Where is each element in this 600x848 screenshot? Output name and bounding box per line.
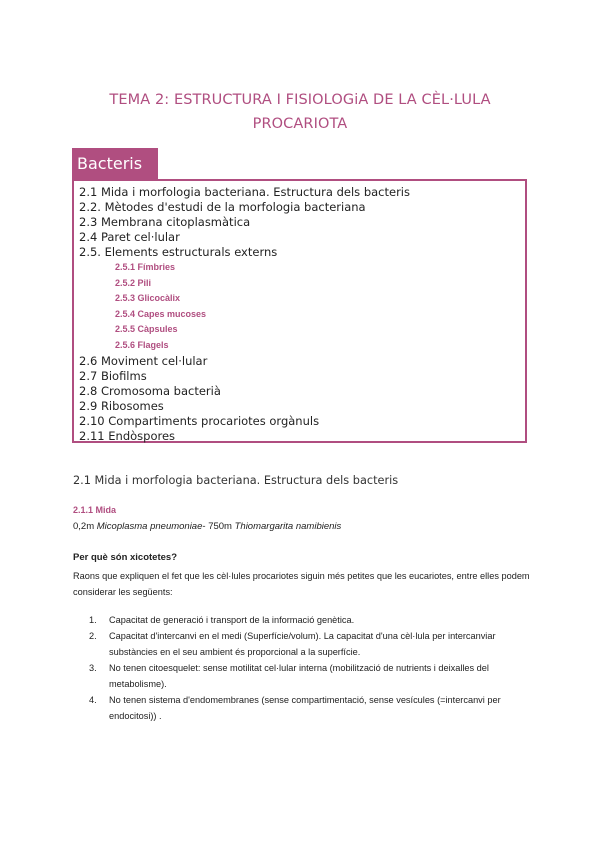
list-item-text: Capacitat d'intercanvi en el medi (Superfície/volum). La capacitat d'una cèl·lula per intercanviar substàncies en el seu ambient és proporcional a la superfície. <box>109 631 496 657</box>
toc-item: 2.2. Mètodes d'estudi de la morfologia bacteriana <box>79 200 366 214</box>
toc-item: 2.11 Endòspores <box>79 428 176 443</box>
list-item-text: No tenen citoesquelet: sense motilitat cel·lular interna (mobilització de nutrients i deixalles del metabolisme). <box>109 663 489 689</box>
list-number: 2. <box>89 631 97 641</box>
list-number: 1. <box>89 615 97 625</box>
size-separator: - 750m <box>202 521 235 532</box>
toc-subitem: 2.5.2 Pili <box>115 277 152 288</box>
list-item <box>73 660 533 692</box>
intro-paragraph: Raons que expliquen el fet que les cèl·lules procariotes siguin més petites que les eucariotes, entre elles podem considerar les següents: <box>73 571 530 597</box>
page-title-line-2: PROCARIOTA <box>252 116 348 132</box>
section-tab-bacteris: Bacteris <box>72 148 158 179</box>
table-of-contents <box>72 179 527 443</box>
subheading-mida: 2.1.1 Mida <box>73 505 117 515</box>
toc-subitem: 2.5.5 Càpsules <box>115 324 178 335</box>
list-number: 4. <box>89 695 97 705</box>
section-heading: 2.1 Mida i morfologia bacteriana. Estructura dels bacteris <box>73 474 399 487</box>
page-title-line-1: TEMA 2: ESTRUCTURA I FISIOLOGiA DE LA CÈL·LULA <box>109 92 491 108</box>
size-range-line <box>73 521 341 532</box>
list-item <box>73 628 533 660</box>
page-title <box>60 88 540 136</box>
list-item-text: No tenen sistema d'endomembranes (sense compartimentació, sense vesícules (=intercanvi per endocitosi)) . <box>109 695 501 721</box>
toc-item: 2.5. Elements estructurals externs <box>79 245 278 259</box>
toc-item: 2.1 Mida i morfologia bacteriana. Estructura dels bacteris <box>79 185 410 199</box>
toc-item: 2.9 Ribosomes <box>79 398 164 413</box>
reasons-list <box>73 612 533 724</box>
toc-item: 2.10 Compartiments procariotes orgànuls <box>79 413 320 428</box>
list-item <box>73 612 533 628</box>
toc-item: 2.7 Biofilms <box>79 368 147 383</box>
question-heading: Per què són xicotetes? <box>73 552 178 563</box>
toc-subitem: 2.5.1 Fímbries <box>115 262 176 272</box>
toc-subitem: 2.5.4 Capes mucoses <box>115 308 207 319</box>
toc-subitem: 2.5.3 Glicocàlix <box>115 293 181 304</box>
toc-item: 2.3 Membrana citoplasmàtica <box>79 215 251 229</box>
list-item-text: Capacitat de generació i transport de la informació genètica. <box>109 615 355 625</box>
size-min-species: Micoplasma pneumoniae <box>96 521 203 532</box>
size-max-species: Thiomargarita namibienis <box>234 521 342 532</box>
size-min-value: 0,2m <box>73 521 97 532</box>
list-item <box>73 692 533 724</box>
toc-subitem: 2.5.6 Flagels <box>115 339 169 350</box>
toc-item: 2.8 Cromosoma bacterià <box>79 383 221 398</box>
toc-item: 2.6 Moviment cel·lular <box>79 353 208 368</box>
list-number: 3. <box>89 663 97 673</box>
toc-item: 2.4 Paret cel·lular <box>79 230 180 244</box>
